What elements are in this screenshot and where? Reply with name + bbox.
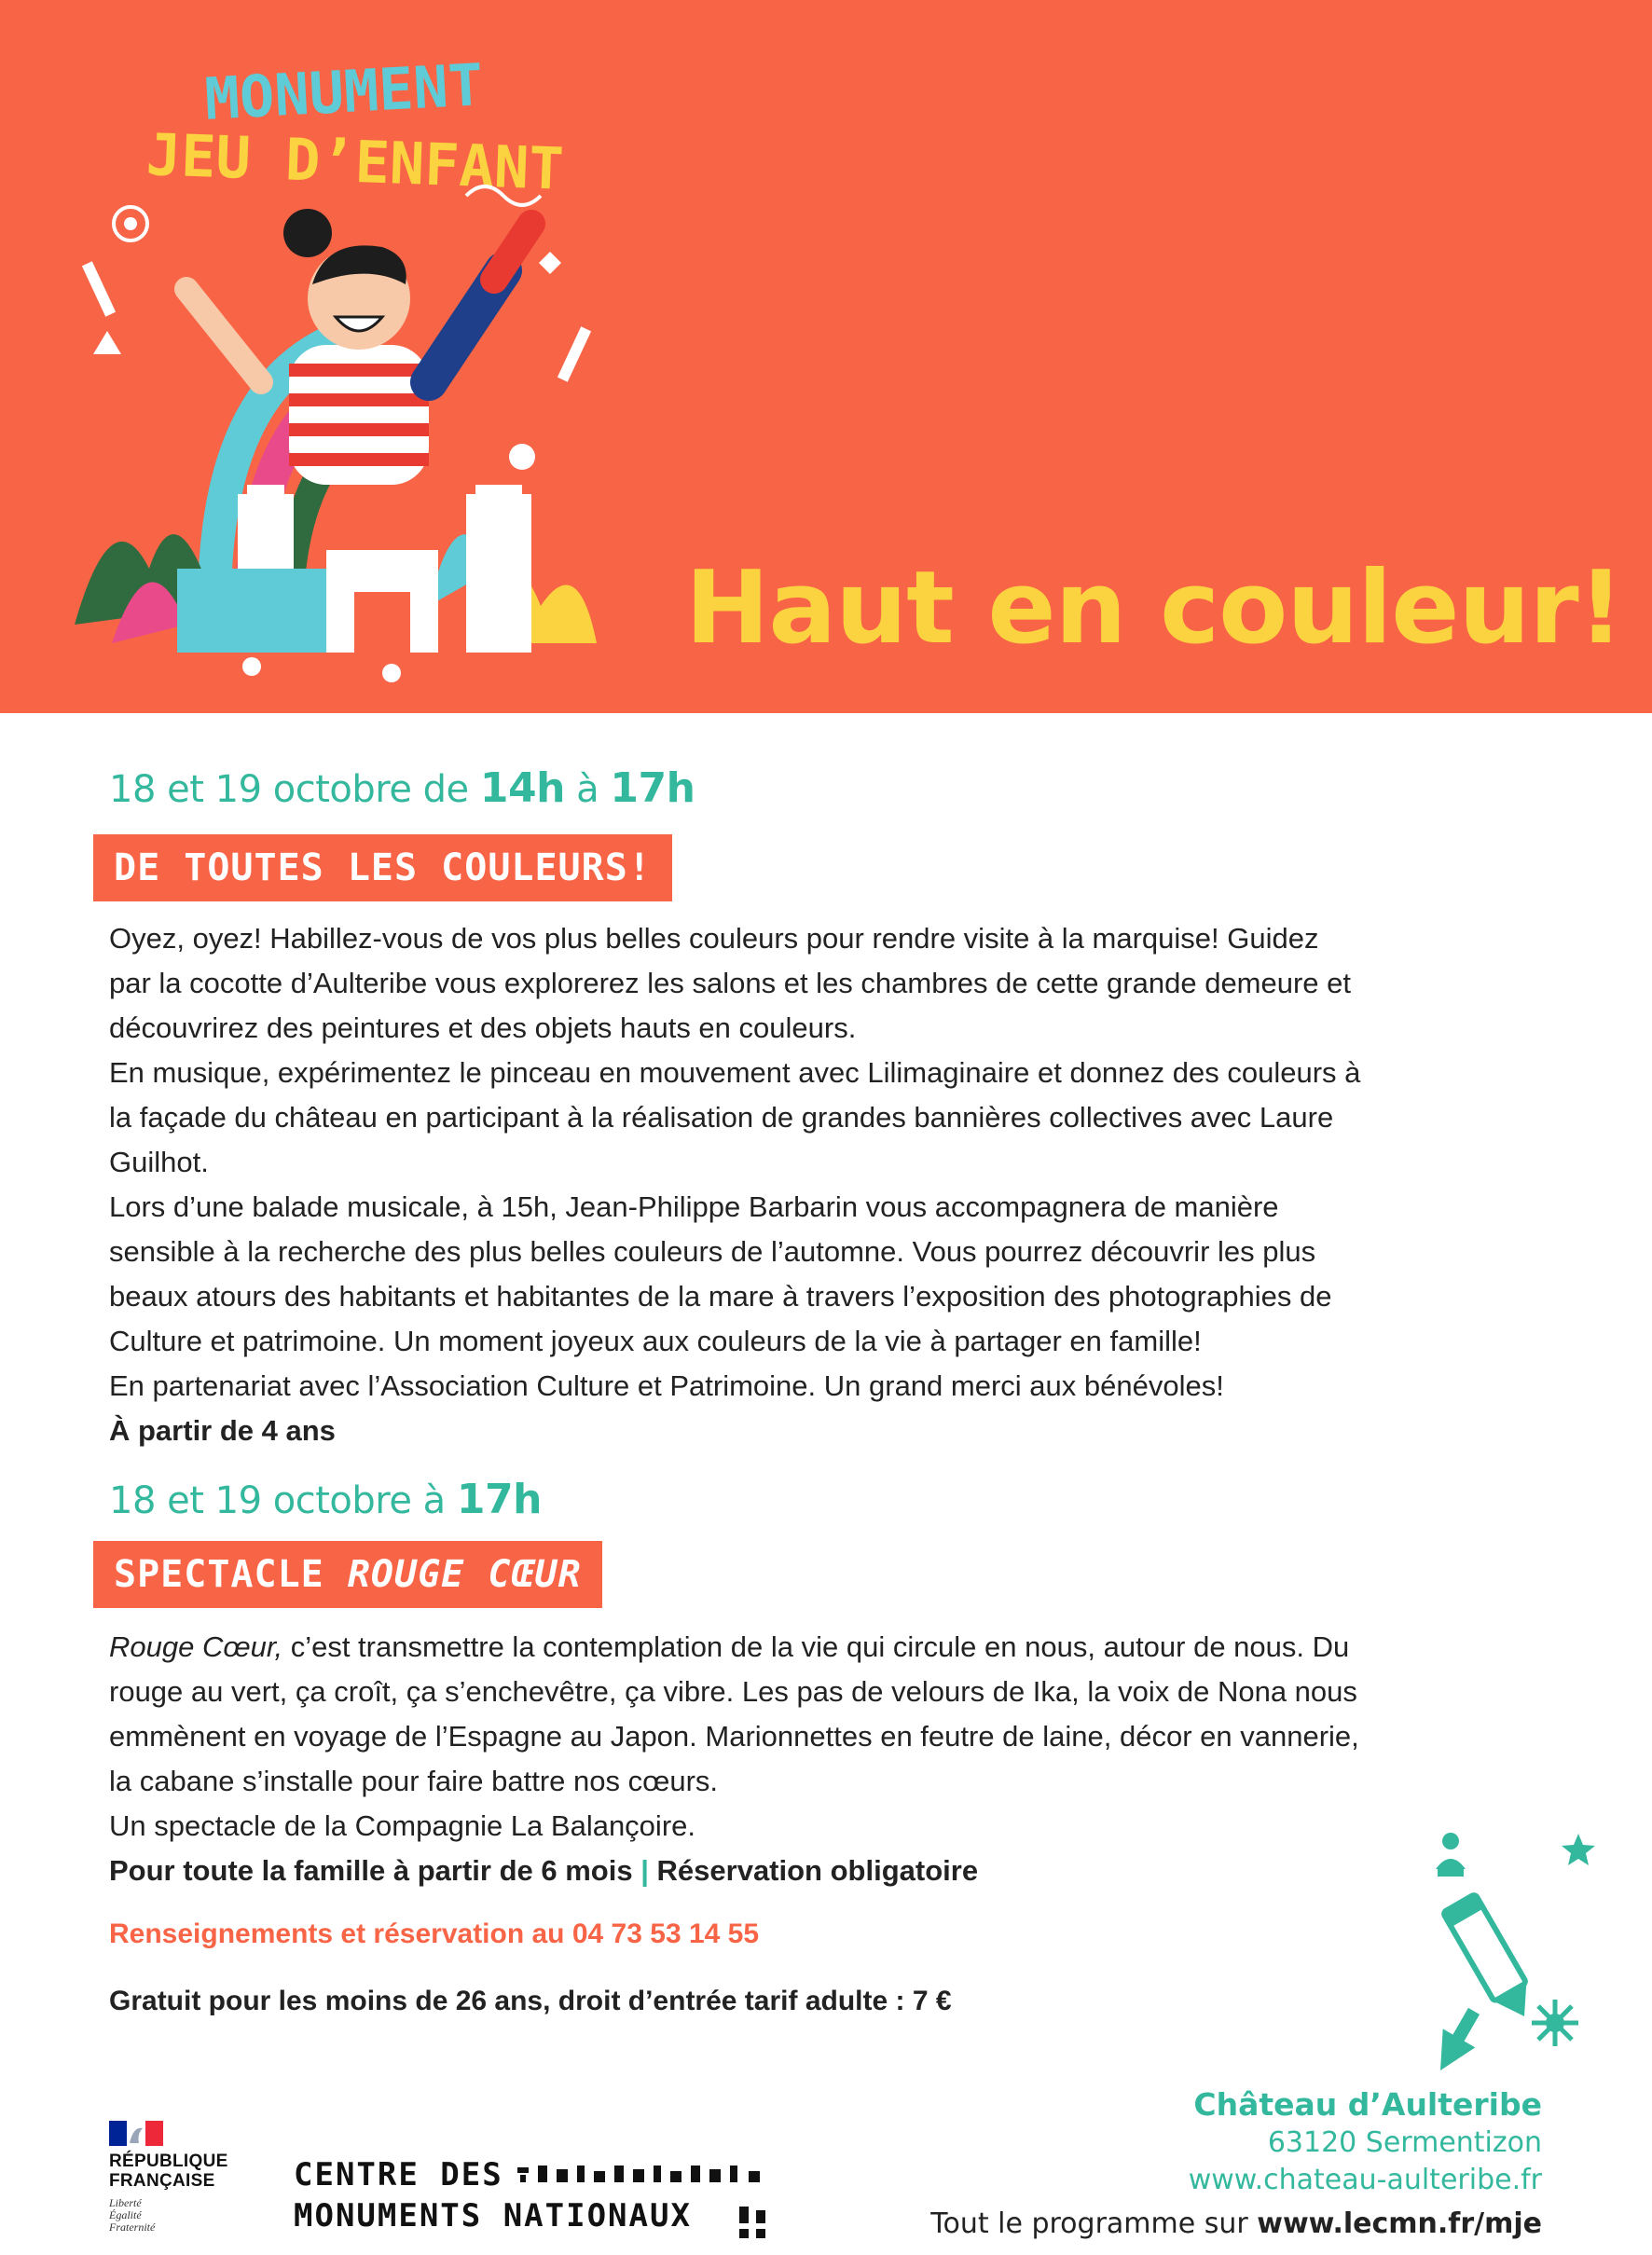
section2-audience-line — [109, 1849, 1363, 1893]
rf-motto3: Fraternité — [109, 2221, 156, 2234]
diamond-icon — [539, 252, 561, 274]
section1-body — [109, 916, 1363, 1453]
republique-francaise-logo — [109, 2121, 249, 2242]
section1-paragraph: En partenariat avec l’Association Culture et Patrimoine. Un grand merci aux bénévoles! — [109, 1369, 1224, 1402]
section2-paragraph2: Un spectacle de la Compagnie La Balançoire. — [109, 1809, 695, 1842]
section1-paragraph: Lors d’une balade musicale, à 15h, Jean-Philippe Barbarin vous accompagnera de manière sensible à la recherche des plus belles couleurs de l’automne. Vous pourrez découvrir les plus beaux atours des habitants et habitantes de la mare à travers l’exposition des photographies de Culture et patrimoine. Un moment joyeux aux couleurs de la vie à partager en famille! — [109, 1190, 1332, 1357]
sparkle-icon — [1532, 2000, 1578, 2046]
section1-date-prefix: 18 et 19 octobre de — [109, 768, 480, 811]
page-title: Haut en couleur! — [685, 550, 1623, 667]
pencil-decoration-icon — [1398, 1822, 1604, 2074]
rf-line1: RÉPUBLIQUE — [109, 2152, 228, 2171]
arrow-icon — [93, 331, 121, 354]
section2-tag-prefix: SPECTACLE — [114, 1553, 348, 1596]
section1-paragraph: Oyez, oyez! Habillez-vous de vos plus belles couleurs pour rendre visite à la marquise! Guidez par la cocotte d’Aulteribe vous explorerez les salons et les chambres de cette grande demeure et découvrirez des peintures et des objets hauts en couleurs. — [109, 922, 1352, 1044]
cmn-line1: CENTRE DES — [294, 2156, 503, 2193]
rf-motto1: Liberté — [109, 2196, 142, 2209]
section2-separator: | — [640, 1854, 649, 1887]
section1-date-mid: à — [564, 768, 611, 811]
section1-date — [109, 764, 695, 812]
section2-date — [109, 1476, 542, 1523]
section1-tag: DE TOUTES LES COULEURS! — [93, 834, 672, 901]
pencil-icon — [82, 261, 116, 316]
arrow-down-icon — [1425, 2028, 1476, 2074]
venue-city: 63120 Sermentizon — [1267, 2126, 1542, 2159]
venue-name: Château d’Aulteribe — [1193, 2086, 1542, 2123]
rf-motto — [109, 2197, 155, 2234]
section1-time-start: 14h — [479, 764, 565, 812]
section1-age: À partir de 4 ans — [109, 1414, 336, 1447]
cmn-line2: MONUMENTS NATIONAUX — [294, 2197, 692, 2234]
section1-time-end: 17h — [610, 764, 695, 812]
rf-motto2: Égalité — [109, 2208, 142, 2221]
monument-jeu-enfant-illustration — [75, 47, 615, 690]
contact-info: Renseignements et réservation au 04 73 53 14 55 — [109, 1918, 760, 1949]
section1-paragraph: En musique, expérimentez le pinceau en mouvement avec Lilimaginaire et donnez des couleurs à la façade du château en participant à la réalisation de grandes bannières collectives avec Laure Guilhot. — [109, 1056, 1361, 1178]
chess-pieces-pattern-icon — [517, 2160, 769, 2242]
section2-date-prefix: 18 et 19 octobre à — [109, 1479, 457, 1522]
centre-des-monuments-nationaux-logo — [294, 2156, 778, 2245]
section2-paragraph1 — [109, 1625, 1363, 1804]
programme-url-link[interactable]: www.lecmn.fr/mje — [1257, 2207, 1542, 2240]
programme-line — [930, 2207, 1542, 2240]
star-icon — [1562, 1834, 1595, 1865]
section2-paragraph1-rest: c’est transmettre la contemplation de la vie qui circule en nous, autour de nous. Du rouge au vert, ça croît, ça s’enchevêtre, ça vibre. Les pas de velours de Ika, la voix de Nona nous emmènent en voyage de l’Espagne au Japon. Marionnettes en feutre de laine, décor en vannerie, la cabane s’installe pour faire battre nos cœurs. — [109, 1630, 1359, 1797]
logo-line2: JEU D’ENFANT — [145, 120, 565, 203]
section2-audience: Pour toute la famille à partir de 6 mois — [109, 1854, 633, 1887]
header-banner — [0, 0, 1652, 713]
section2-reservation: Réservation obligatoire — [656, 1854, 979, 1887]
section2-time: 17h — [456, 1476, 542, 1523]
section2-body — [109, 1625, 1363, 1893]
section2-tag-title: ROUGE CŒUR — [347, 1553, 582, 1596]
flower-icon — [509, 444, 535, 470]
section2-title-italic: Rouge Cœur, — [109, 1630, 283, 1663]
logo-line1: MONUMENT — [202, 50, 485, 133]
rf-line2: FRANÇAISE — [109, 2171, 215, 2191]
venue-url-link[interactable]: www.chateau-aulteribe.fr — [1188, 2164, 1542, 2196]
price-info: Gratuit pour les moins de 26 ans, droit d’entrée tarif adulte : 7 € — [109, 1986, 952, 2016]
marianne-flag-icon — [109, 2121, 163, 2146]
section2-tag — [93, 1541, 602, 1608]
rf-name — [109, 2152, 228, 2191]
programme-prefix: Tout le programme sur — [930, 2207, 1258, 2240]
